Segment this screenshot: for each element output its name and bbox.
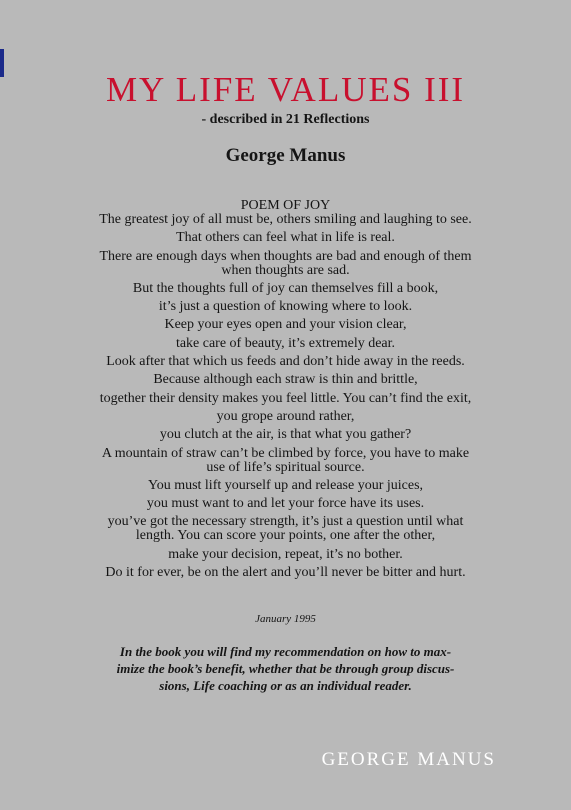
poem-body — [70, 213, 501, 580]
book-subtitle: - described in 21 Reflections — [201, 112, 370, 127]
poem-line: Because although each straw is thin and brittle, — [153, 372, 418, 388]
poem-line: You must lift yourself up and release your juices, — [147, 477, 424, 493]
book-title: MY LIFE VALUES III — [105, 70, 466, 109]
book-note — [86, 643, 485, 694]
poem-line: There are enough days when thoughts are bad and enough of them — [99, 248, 472, 264]
note-line: In the book you will find my recommendation on how to max- — [119, 644, 452, 659]
poem-line: you must want to and let your force have its uses. — [146, 496, 425, 512]
poem-line: you grope around rather, — [216, 408, 355, 424]
poem-line: make your decision, repeat, it’s no bother. — [168, 546, 403, 562]
poem-line: it’s just a question of knowing where to look. — [158, 299, 413, 315]
poem-title: POEM OF JOY — [240, 198, 331, 213]
poem-line: That others can feel what in life is real. — [176, 230, 395, 246]
poem-line: Look after that which us feeds and don’t hide away in the reeds. — [106, 354, 465, 370]
poem-line: Do it for ever, be on the alert and you’ll never be bitter and hurt. — [105, 565, 466, 581]
poem-line: But the thoughts full of joy can themselves fill a book, — [132, 280, 439, 296]
book-author: George Manus — [225, 145, 346, 166]
poem-line: The greatest joy of all must be, others smiling and laughing to see. — [99, 212, 472, 227]
poem-line: Keep your eyes open and your vision clear, — [164, 317, 407, 333]
poem-line: use of life’s spiritual source. — [206, 459, 365, 475]
poem-line: length. You can score your points, one after the other, — [135, 528, 436, 544]
footer-author: GEORGE MANUS — [321, 749, 496, 770]
poem-line: you’ve got the necessary strength, it’s just a question until what — [107, 514, 464, 530]
poem-line: when thoughts are sad. — [221, 262, 350, 278]
poem-line: you clutch at the air, is that what you gather? — [159, 427, 412, 443]
poem-date: January 1995 — [255, 613, 316, 625]
poem-line: take care of beauty, it’s extremely dear. — [175, 335, 396, 351]
poem-line: A mountain of straw can’t be climbed by force, you have to make — [101, 445, 470, 461]
poem-line: together their density makes you feel little. You can’t find the exit, — [99, 390, 472, 406]
note-line: sions, Life coaching or as an individual reader. — [159, 678, 412, 693]
note-line: imize the book’s benefit, whether that be through group discus- — [116, 661, 455, 676]
